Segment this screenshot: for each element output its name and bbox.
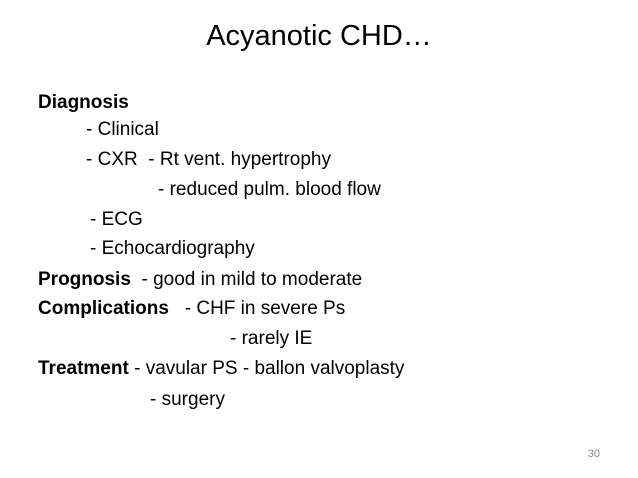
page-number: 30 (587, 448, 600, 460)
slide-title: Acyanotic CHD… (206, 20, 432, 52)
prognosis-line (38, 268, 362, 292)
prognosis-text: - good in mild to moderate (130, 269, 363, 290)
prognosis-heading: Prognosis (38, 269, 131, 290)
diagnosis-echo: - Echocardiography (90, 238, 255, 259)
complications-sub: - rarely IE (230, 328, 313, 349)
diagnosis-cxr-sub: - reduced pulm. blood flow (158, 179, 381, 200)
complications-heading: Complications (38, 298, 169, 319)
treatment-line (38, 357, 404, 381)
diagnosis-ecg: - ECG (90, 209, 143, 230)
diagnosis-heading: Diagnosis (38, 92, 129, 113)
diagnosis-clinical: - Clinical (86, 119, 159, 140)
complications-text: - CHF in severe Ps (168, 298, 346, 319)
treatment-sub: - surgery (150, 389, 225, 410)
complications-line (38, 297, 345, 321)
diagnosis-cxr: - CXR - Rt vent. hypertrophy (86, 149, 331, 170)
treatment-text: - vavular PS - ballon valvoplasty (128, 358, 405, 379)
treatment-heading: Treatment (38, 358, 129, 379)
